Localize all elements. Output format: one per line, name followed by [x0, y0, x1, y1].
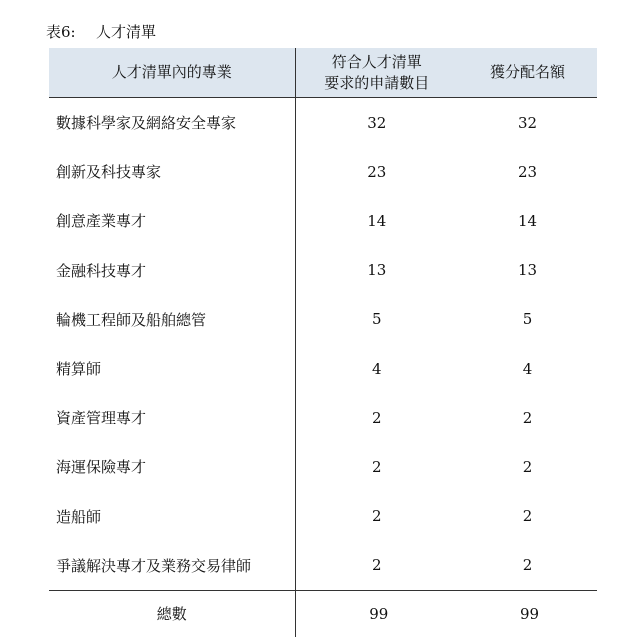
table-row	[49, 393, 597, 442]
row-applications: 13	[295, 246, 458, 295]
row-applications: 2	[295, 541, 458, 591]
row-applications: 2	[295, 492, 458, 541]
row-quota: 13	[517, 261, 538, 280]
row-quota: 2	[522, 556, 533, 575]
table-caption	[46, 22, 156, 42]
row-quota: 5	[522, 310, 533, 329]
talent-list-table	[49, 48, 597, 637]
row-profession: 爭議解決專才及業務交易律師	[56, 556, 252, 575]
table-row	[49, 147, 597, 196]
header-applications	[295, 48, 458, 98]
row-quota: 2	[522, 408, 533, 427]
row-applications: 14	[295, 196, 458, 245]
row-applications: 4	[295, 344, 458, 393]
total-label: 總數	[49, 590, 295, 637]
total-quota: 99	[458, 590, 597, 637]
row-profession: 創新及科技專家	[56, 163, 162, 182]
table-row	[49, 246, 597, 295]
row-profession: 金融科技專才	[56, 261, 147, 280]
table-caption-title: 人才清單	[96, 23, 157, 41]
row-profession: 海運保險專才	[56, 458, 147, 477]
row-applications: 32	[295, 98, 458, 148]
row-profession: 資產管理專才	[56, 409, 147, 428]
row-profession: 精算師	[56, 360, 102, 379]
table-body	[49, 98, 597, 591]
table-header	[49, 48, 597, 98]
row-applications: 23	[295, 147, 458, 196]
table-footer	[49, 590, 597, 637]
header-quota: 獲分配名額	[458, 48, 597, 98]
table-row	[49, 442, 597, 491]
table-row	[49, 344, 597, 393]
row-applications: 2	[295, 393, 458, 442]
row-profession: 輪機工程師及船舶總管	[56, 310, 207, 329]
total-row	[49, 590, 597, 637]
table-caption-label: 表6:	[46, 23, 76, 41]
total-applications: 99	[295, 590, 458, 637]
table-row	[49, 492, 597, 541]
header-profession: 人才清單內的專業	[49, 48, 295, 98]
header-applications-line2: 要求的申請數目	[324, 73, 430, 92]
row-applications: 2	[295, 442, 458, 491]
header-applications-line1: 符合人才清單	[331, 52, 422, 71]
row-quota: 23	[517, 162, 538, 181]
row-quota: 14	[517, 211, 538, 230]
row-quota: 2	[522, 507, 533, 526]
table-row	[49, 196, 597, 245]
row-profession: 數據科學家及網絡安全專家	[56, 114, 237, 133]
header-row	[49, 48, 597, 98]
table-row	[49, 541, 597, 591]
row-quota: 32	[517, 113, 538, 132]
row-profession: 造船師	[56, 507, 102, 526]
row-quota: 2	[522, 457, 533, 476]
table-row	[49, 295, 597, 344]
row-applications: 5	[295, 295, 458, 344]
row-profession: 創意產業專才	[56, 212, 147, 231]
table-row	[49, 98, 597, 148]
row-quota: 4	[522, 359, 533, 378]
